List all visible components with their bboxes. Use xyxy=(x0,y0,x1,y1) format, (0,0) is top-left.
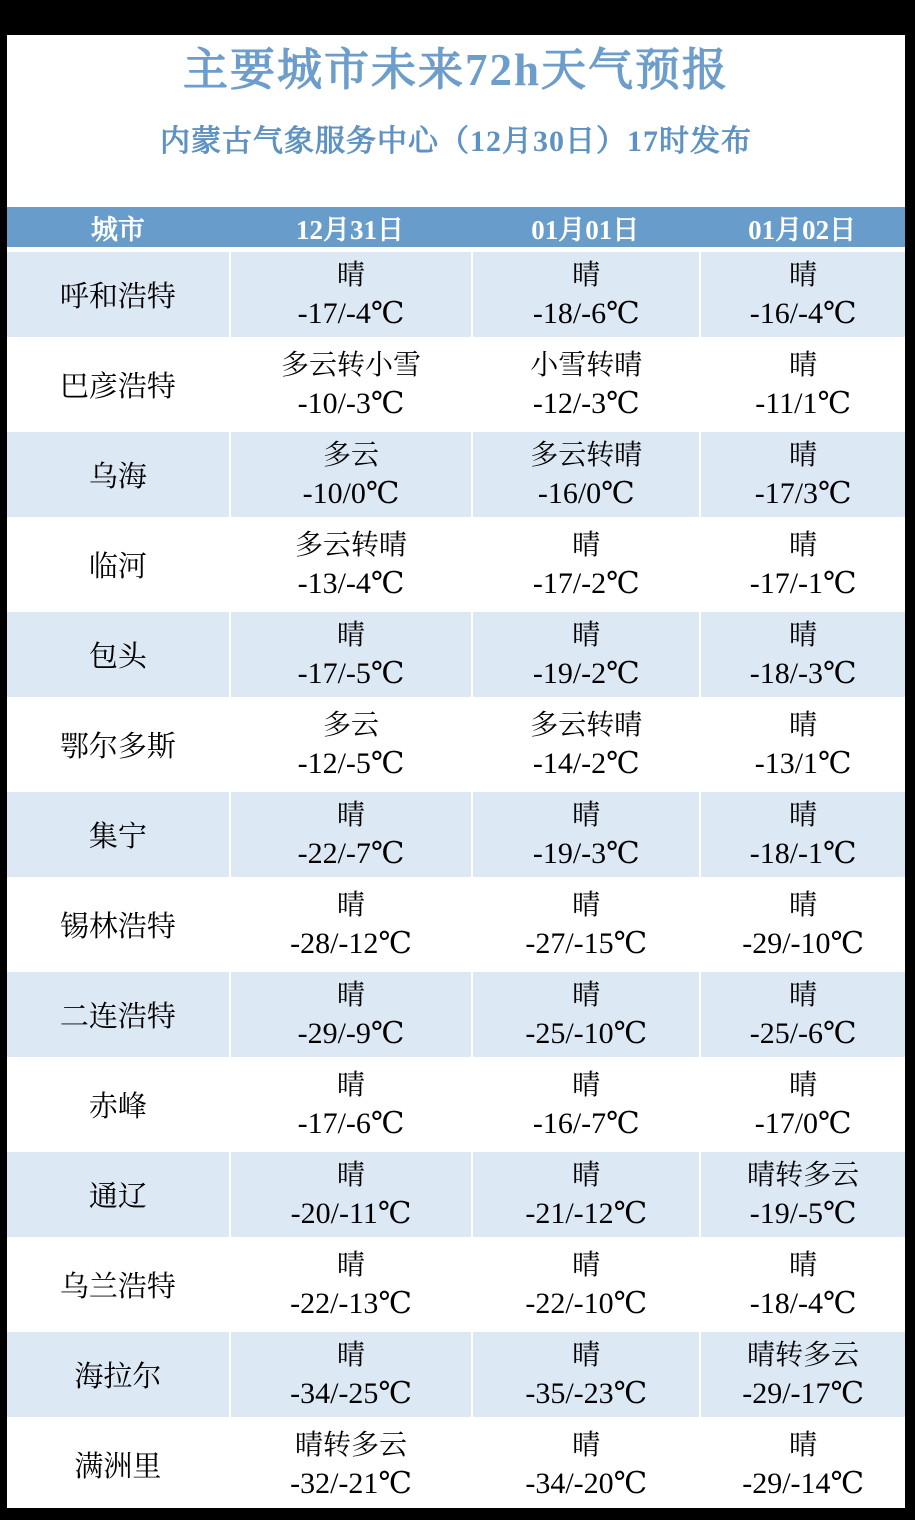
temperature-range: -10/-3℃ xyxy=(297,386,405,420)
forecast-cell-day2 xyxy=(471,337,699,427)
weather-condition: 晴转多云 xyxy=(747,1159,860,1191)
weather-condition: 晴 xyxy=(789,529,818,561)
weather-condition: 晴 xyxy=(337,799,366,831)
forecast-cell-day2 xyxy=(471,607,699,697)
forecast-table xyxy=(7,207,905,1507)
weather-condition: 多云 xyxy=(323,439,380,471)
forecast-cell-day3 xyxy=(699,1057,905,1147)
weather-condition: 晴 xyxy=(789,349,818,381)
forecast-cell-day2 xyxy=(471,1237,699,1327)
temperature-range: -17/3℃ xyxy=(754,476,852,510)
forecast-cell-day1 xyxy=(229,1147,471,1237)
temperature-range: -12/-5℃ xyxy=(297,746,405,780)
forecast-cell-day3 xyxy=(699,877,905,967)
temperature-range: -12/-3℃ xyxy=(532,386,640,420)
weather-condition: 晴 xyxy=(337,889,366,921)
forecast-cell-day1 xyxy=(229,247,471,337)
table-row xyxy=(7,427,905,517)
temperature-range: -34/-20℃ xyxy=(525,1466,648,1500)
forecast-cell-day2 xyxy=(471,1327,699,1417)
table-row xyxy=(7,1057,905,1147)
temperature-range: -29/-10℃ xyxy=(742,926,865,960)
city-name: 巴彦浩特 xyxy=(7,337,229,427)
weather-condition: 多云转晴 xyxy=(530,709,643,741)
column-header-city: 城市 xyxy=(7,207,229,247)
table-row xyxy=(7,877,905,967)
temperature-range: -25/-6℃ xyxy=(749,1016,857,1050)
temperature-range: -35/-23℃ xyxy=(525,1376,648,1410)
temperature-range: -25/-10℃ xyxy=(525,1016,648,1050)
temperature-range: -21/-12℃ xyxy=(525,1196,648,1230)
column-header-day1: 12月31日 xyxy=(229,207,471,247)
weather-condition: 晴 xyxy=(337,1249,366,1281)
forecast-cell-day3 xyxy=(699,247,905,337)
forecast-cell-day1 xyxy=(229,427,471,517)
forecast-cell-day2 xyxy=(471,697,699,787)
city-name: 通辽 xyxy=(7,1147,229,1237)
temperature-range: -17/0℃ xyxy=(754,1106,852,1140)
weather-condition: 晴 xyxy=(572,799,601,831)
page-title: 主要城市未来72h天气预报 xyxy=(182,45,730,95)
table-row xyxy=(7,697,905,787)
forecast-cell-day1 xyxy=(229,1417,471,1507)
forecast-cell-day2 xyxy=(471,517,699,607)
forecast-cell-day3 xyxy=(699,607,905,697)
temperature-range: -18/-6℃ xyxy=(532,296,640,330)
forecast-cell-day1 xyxy=(229,1237,471,1327)
table-row xyxy=(7,967,905,1057)
forecast-cell-day2 xyxy=(471,877,699,967)
temperature-range: -28/-12℃ xyxy=(290,926,412,960)
table-row xyxy=(7,1417,905,1507)
weather-condition: 晴 xyxy=(337,619,366,651)
forecast-table-header xyxy=(7,207,905,247)
forecast-cell-day3 xyxy=(699,1417,905,1507)
weather-condition: 晴 xyxy=(789,889,818,921)
city-name: 呼和浩特 xyxy=(7,247,229,337)
weather-condition: 晴 xyxy=(572,1069,601,1101)
weather-condition: 晴 xyxy=(789,259,818,291)
city-name: 满洲里 xyxy=(7,1417,229,1507)
column-header-day3: 01月02日 xyxy=(699,207,905,247)
forecast-cell-day2 xyxy=(471,967,699,1057)
column-header-day2: 01月01日 xyxy=(471,207,699,247)
temperature-range: -16/-4℃ xyxy=(749,296,857,330)
header-row xyxy=(7,207,905,247)
temperature-range: -22/-13℃ xyxy=(290,1286,412,1320)
forecast-cell-day1 xyxy=(229,967,471,1057)
city-name: 鄂尔多斯 xyxy=(7,697,229,787)
weather-condition: 晴 xyxy=(337,1159,366,1191)
forecast-cell-day2 xyxy=(471,787,699,877)
city-name: 临河 xyxy=(7,517,229,607)
weather-condition: 晴 xyxy=(572,889,601,921)
forecast-cell-day1 xyxy=(229,517,471,607)
weather-condition: 多云 xyxy=(323,709,380,741)
temperature-range: -20/-11℃ xyxy=(290,1196,412,1230)
temperature-range: -32/-21℃ xyxy=(290,1466,412,1500)
temperature-range: -22/-10℃ xyxy=(525,1286,648,1320)
forecast-cell-day2 xyxy=(471,1057,699,1147)
temperature-range: -17/-5℃ xyxy=(297,656,405,690)
temperature-range: -18/-4℃ xyxy=(749,1286,857,1320)
weather-condition: 晴 xyxy=(789,619,818,651)
table-row xyxy=(7,517,905,607)
forecast-cell-day3 xyxy=(699,517,905,607)
weather-condition: 晴 xyxy=(572,259,601,291)
forecast-cell-day3 xyxy=(699,787,905,877)
forecast-cell-day1 xyxy=(229,607,471,697)
forecast-cell-day1 xyxy=(229,1327,471,1417)
weather-condition: 小雪转晴 xyxy=(530,349,643,381)
weather-condition: 晴 xyxy=(789,1249,818,1281)
city-name: 赤峰 xyxy=(7,1057,229,1147)
forecast-cell-day3 xyxy=(699,337,905,427)
temperature-range: -10/0℃ xyxy=(302,476,400,510)
forecast-cell-day1 xyxy=(229,697,471,787)
forecast-cell-day3 xyxy=(699,1327,905,1417)
weather-condition: 晴 xyxy=(572,1249,601,1281)
temperature-range: -11/1℃ xyxy=(755,386,852,420)
city-name: 乌海 xyxy=(7,427,229,517)
table-row xyxy=(7,1327,905,1417)
city-name: 海拉尔 xyxy=(7,1327,229,1417)
temperature-range: -29/-9℃ xyxy=(297,1016,405,1050)
forecast-cell-day2 xyxy=(471,1147,699,1237)
page-subtitle: 内蒙古气象服务中心（12月30日）17时发布 xyxy=(160,125,752,158)
temperature-range: -13/1℃ xyxy=(754,746,852,780)
city-name: 二连浩特 xyxy=(7,967,229,1057)
weather-condition: 晴 xyxy=(572,529,601,561)
forecast-cell-day1 xyxy=(229,1057,471,1147)
weather-condition: 晴 xyxy=(789,979,818,1011)
table-row xyxy=(7,787,905,877)
weather-condition: 多云转晴 xyxy=(295,529,408,561)
weather-condition: 晴 xyxy=(789,799,818,831)
temperature-range: -13/-4℃ xyxy=(297,566,405,600)
weather-condition: 晴 xyxy=(572,1339,601,1371)
temperature-range: -18/-3℃ xyxy=(749,656,857,690)
weather-condition: 晴 xyxy=(789,1069,818,1101)
forecast-cell-day1 xyxy=(229,787,471,877)
temperature-range: -27/-15℃ xyxy=(525,926,648,960)
temperature-range: -29/-17℃ xyxy=(742,1376,865,1410)
weather-condition: 晴 xyxy=(572,979,601,1011)
table-row xyxy=(7,337,905,427)
temperature-range: -19/-2℃ xyxy=(532,656,640,690)
weather-condition: 晴 xyxy=(789,709,818,741)
temperature-range: -19/-5℃ xyxy=(749,1196,857,1230)
temperature-range: -17/-1℃ xyxy=(749,566,857,600)
table-row xyxy=(7,1237,905,1327)
weather-condition: 晴 xyxy=(789,439,818,471)
forecast-cell-day3 xyxy=(699,967,905,1057)
table-row xyxy=(7,607,905,697)
temperature-range: -17/-6℃ xyxy=(297,1106,405,1140)
forecast-cell-day3 xyxy=(699,1237,905,1327)
temperature-range: -19/-3℃ xyxy=(532,836,640,870)
weather-condition: 多云转小雪 xyxy=(281,349,422,381)
city-name: 乌兰浩特 xyxy=(7,1237,229,1327)
temperature-range: -34/-25℃ xyxy=(290,1376,412,1410)
temperature-range: -29/-14℃ xyxy=(742,1466,865,1500)
weather-condition: 晴 xyxy=(572,1159,601,1191)
weather-condition: 多云转晴 xyxy=(530,439,643,471)
temperature-range: -18/-1℃ xyxy=(749,836,857,870)
forecast-cell-day2 xyxy=(471,427,699,517)
forecast-table-body xyxy=(7,247,905,1507)
city-name: 锡林浩特 xyxy=(7,877,229,967)
forecast-cell-day3 xyxy=(699,427,905,517)
weather-condition: 晴 xyxy=(789,1429,818,1461)
table-row xyxy=(7,247,905,337)
temperature-range: -16/-7℃ xyxy=(532,1106,640,1140)
forecast-cell-day2 xyxy=(471,247,699,337)
poster-content xyxy=(7,35,905,1508)
temperature-range: -17/-4℃ xyxy=(297,296,405,330)
weather-condition: 晴 xyxy=(337,1069,366,1101)
temperature-range: -17/-2℃ xyxy=(532,566,640,600)
forecast-cell-day3 xyxy=(699,1147,905,1237)
weather-condition: 晴 xyxy=(572,1429,601,1461)
forecast-cell-day1 xyxy=(229,337,471,427)
weather-condition: 晴转多云 xyxy=(747,1339,860,1371)
forecast-cell-day2 xyxy=(471,1417,699,1507)
city-name: 集宁 xyxy=(7,787,229,877)
city-name: 包头 xyxy=(7,607,229,697)
temperature-range: -22/-7℃ xyxy=(297,836,405,870)
weather-condition: 晴 xyxy=(337,1339,366,1371)
forecast-cell-day1 xyxy=(229,877,471,967)
forecast-cell-day3 xyxy=(699,697,905,787)
table-row xyxy=(7,1147,905,1237)
temperature-range: -16/0℃ xyxy=(537,476,635,510)
weather-condition: 晴 xyxy=(572,619,601,651)
weather-condition: 晴转多云 xyxy=(295,1429,408,1461)
weather-condition: 晴 xyxy=(337,979,366,1011)
temperature-range: -14/-2℃ xyxy=(532,746,640,780)
weather-condition: 晴 xyxy=(337,259,366,291)
